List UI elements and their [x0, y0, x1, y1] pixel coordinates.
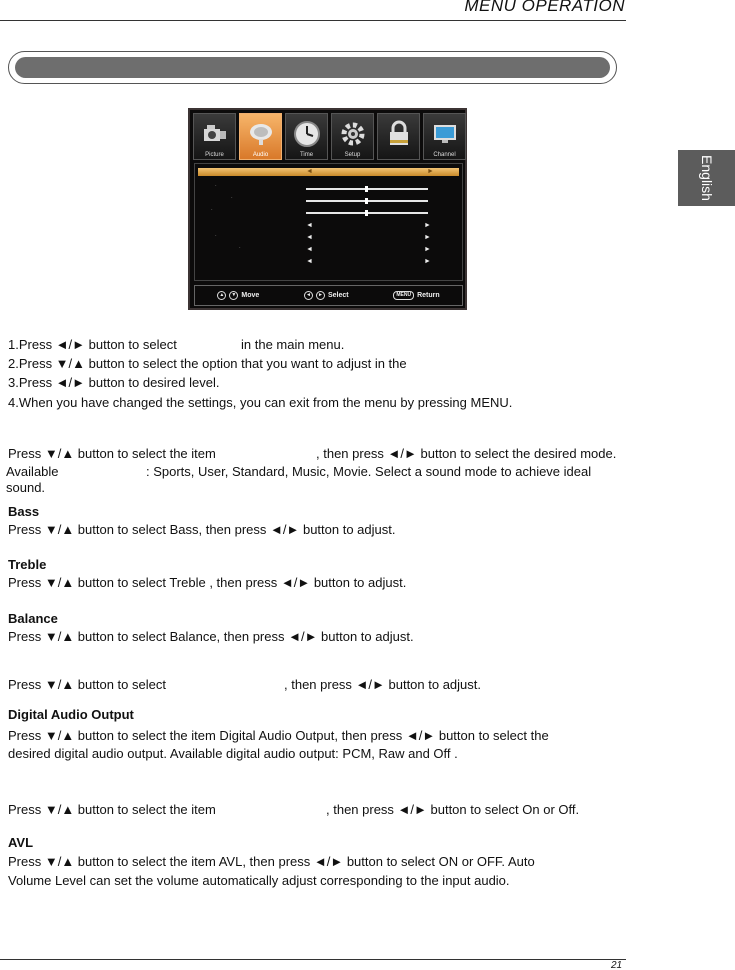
right-button-icon: ►: [316, 291, 325, 300]
balance-text: Press ▼/▲ button to select Balance, then press ◄/► button to adjust.: [8, 629, 414, 644]
menu-key-icon: MENU: [393, 291, 414, 300]
sound-mode-line-3: sound.: [6, 480, 46, 495]
treble-text: Press ▼/▲ button to select Treble , then press ◄/► button to adjust.: [8, 575, 407, 590]
tab-setup-label: Setup: [344, 152, 361, 158]
treble-heading: Treble: [8, 557, 47, 572]
nav-return: [393, 291, 439, 300]
left-arrow-icon: ◄: [306, 234, 313, 241]
lock-icon: [384, 119, 414, 149]
left-arrow-icon: ◄: [306, 246, 313, 253]
step-1-part-2: in the main menu.: [241, 337, 345, 352]
sound-mode-line-1b: , then press ◄/► button to select the desired mode.: [316, 446, 617, 461]
down-button-icon: ▼: [229, 291, 238, 300]
unnamed-item-text-b: , then press ◄/► button to select On or Off.: [326, 802, 580, 817]
balance-slider: [306, 212, 428, 214]
option-label-placeholder: ·: [239, 245, 241, 251]
menu-nav-bar: [194, 285, 463, 306]
digital-audio-heading: Digital Audio Output: [8, 707, 134, 722]
camera-icon: [200, 119, 230, 149]
page-number: 21: [611, 960, 623, 970]
menu-tab-row: [193, 113, 466, 161]
option-label-placeholder: ·: [211, 207, 213, 213]
step-3: 3.Press ◄/► button to desired level.: [8, 375, 220, 390]
bass-heading: Bass: [8, 504, 40, 519]
nav-move: [217, 291, 259, 300]
left-arrow-icon: ◄: [306, 222, 313, 229]
unnamed-item-text-a: Press ▼/▲ button to select the item: [8, 802, 216, 817]
section-title-bar: [15, 57, 610, 78]
nav-move-label: Move: [241, 292, 260, 299]
tab-lock: [377, 113, 420, 160]
avl-line-2: Volume Level can set the volume automatically adjust corresponding to the input audio.: [8, 873, 510, 888]
sound-mode-line-1a: Press ▼/▲ button to select the item: [8, 446, 216, 461]
tab-channel-label: Channel: [433, 152, 456, 158]
option-label-placeholder: ·: [231, 195, 233, 201]
clock-icon: [292, 119, 322, 149]
right-arrow-icon: ►: [424, 258, 431, 265]
satellite-dish-icon: [246, 119, 276, 149]
unnamed-option-text-a: Press ▼/▲ button to select: [8, 677, 166, 692]
tab-picture-label: Picture: [205, 152, 224, 158]
digital-audio-line-2: desired digital audio output. Available digital audio output: PCM, Raw and Off .: [8, 746, 458, 761]
step-1-part-1: 1.Press ◄/► button to select: [8, 337, 177, 352]
tab-audio-label: Audio: [252, 152, 269, 158]
unnamed-option-text-b: , then press ◄/► button to adjust.: [284, 677, 482, 692]
sound-mode-line-2b: : Sports, User, Standard, Music, Movie. Select a sound mode to achieve ideal: [146, 464, 592, 479]
audio-options-panel: [194, 163, 463, 281]
left-arrow-icon: ◄: [306, 168, 313, 175]
sound-mode-line-2a: Available: [6, 464, 59, 479]
header-rule: [0, 20, 626, 21]
option-label-placeholder: ·: [215, 183, 217, 189]
tab-audio: [239, 113, 282, 160]
left-arrow-icon: ◄: [306, 258, 313, 265]
nav-select-label: Select: [327, 292, 349, 299]
step-2: 2.Press ▼/▲ button to select the option that you want to adjust in the: [8, 356, 407, 371]
tab-picture: [193, 113, 236, 160]
tv-audio-menu: [188, 108, 467, 310]
right-arrow-icon: ►: [424, 234, 431, 241]
section-title-capsule: [8, 51, 617, 84]
right-arrow-icon: ►: [424, 222, 431, 229]
page-header-title: MENU OPERATION: [464, 0, 625, 15]
up-button-icon: ▲: [217, 291, 226, 300]
treble-slider: [306, 200, 428, 202]
tab-setup: [331, 113, 374, 160]
monitor-icon: [430, 119, 460, 149]
gear-icon: [338, 119, 368, 149]
selected-option-row: [198, 168, 459, 176]
avl-line-1: Press ▼/▲ button to select the item AVL, then press ◄/► button to select ON or OFF. Auto: [8, 854, 535, 869]
right-arrow-icon: ►: [427, 168, 434, 175]
step-4: 4.When you have changed the settings, you can exit from the menu by pressing MENU.: [8, 395, 513, 410]
bass-text: Press ▼/▲ button to select Bass, then press ◄/► button to adjust.: [8, 522, 396, 537]
nav-select: [304, 291, 349, 300]
left-button-icon: ◄: [304, 291, 313, 300]
footer-rule: [0, 959, 626, 960]
avl-heading: AVL: [8, 835, 34, 850]
tab-time: [285, 113, 328, 160]
balance-heading: Balance: [8, 611, 58, 626]
tab-channel: [423, 113, 466, 160]
option-label-placeholder: ·: [215, 233, 217, 239]
language-tab: [678, 150, 735, 206]
right-arrow-icon: ►: [424, 246, 431, 253]
nav-return-label: Return: [417, 292, 440, 299]
digital-audio-line-1: Press ▼/▲ button to select the item Digital Audio Output, then press ◄/► button to select the: [8, 728, 549, 743]
tab-time-label: Time: [299, 152, 314, 158]
bass-slider: [306, 188, 428, 190]
language-tab-label: English: [698, 155, 715, 201]
